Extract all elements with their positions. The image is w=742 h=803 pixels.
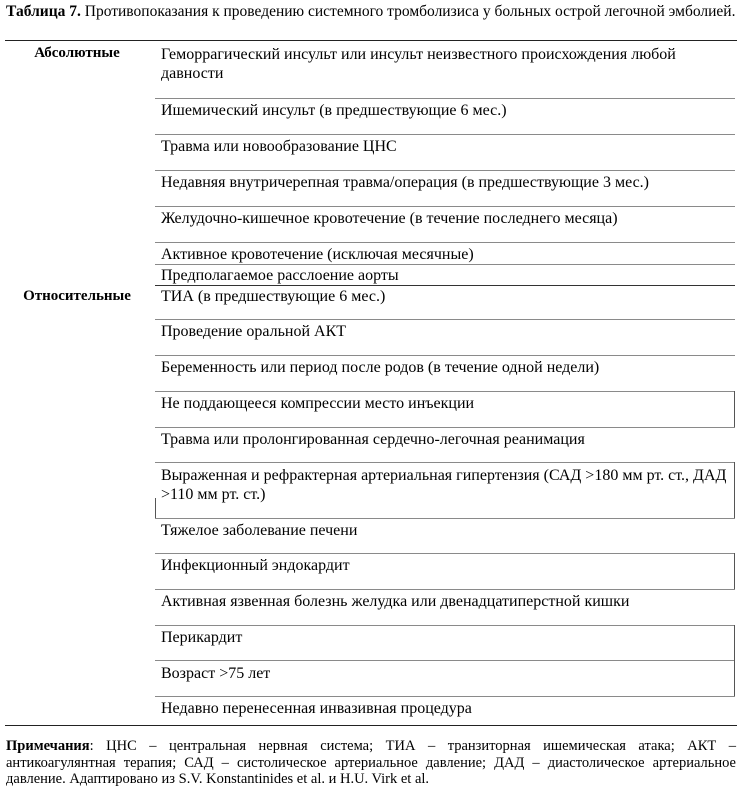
group-label-absolute: Абсолютные [34, 45, 120, 61]
table-caption-text: Противопоказания к проведению системного тромболизиса у больных острой легочной эмболией. [80, 3, 736, 20]
relative-item-9: Активная язвенная болезнь желудка или двенадцатиперстной кишки [161, 593, 630, 610]
table-row [155, 554, 736, 575]
right-border-fragment [734, 462, 735, 518]
row-divider [155, 660, 735, 661]
table-row [155, 392, 736, 413]
absolute-item-7: Предполагаемое расслоение аорты [161, 267, 399, 284]
notes-label: Примечания [6, 738, 90, 754]
table-row [155, 243, 736, 264]
relative-item-1: ТИА (в предшествующие 6 мес.) [161, 288, 386, 305]
table-row [155, 697, 736, 718]
table-row [155, 264, 736, 285]
group-label-relative: Относительные [23, 288, 131, 304]
absolute-item-5: Желудочно-кишечное кровотечение (в течение последнего месяца) [161, 210, 618, 227]
table-row [155, 519, 736, 540]
table-bottom-rule [5, 725, 737, 726]
right-border-fragment [734, 391, 735, 427]
row-divider [155, 462, 735, 463]
relative-item-12: Недавно перенесенная инвазивная процедура [161, 700, 472, 717]
notes-text: : ЦНС – центральная нервная система; ТИА – транзиторная ишемическая атака; АКТ – антикоагулянтная терапия; САД – систолическое артериальное давление; ДАД – диастолическое артериальное давление. Адаптировано из S.V. Konstantinides et al. и H.U. Virk et al. [6, 738, 736, 787]
table-row [155, 662, 736, 683]
relative-item-7: Тяжелое заболевание печени [161, 522, 358, 539]
table-caption [6, 4, 736, 20]
table-row [155, 428, 736, 449]
relative-item-4: Не поддающееся компрессии место инъекции [161, 395, 475, 412]
table-row [155, 135, 736, 156]
relative-item-8: Инфекционный эндокардит [161, 557, 350, 574]
table-row [155, 43, 736, 83]
absolute-item-2: Ишемический инсульт (в предшествующие 6 мес.) [161, 102, 507, 119]
table-row [155, 99, 736, 120]
table-row [155, 464, 736, 504]
table-top-rule [5, 40, 737, 41]
absolute-item-6: Активное кровотечение (исключая месячные) [161, 246, 474, 263]
relative-item-11: Возраст >75 лет [161, 665, 271, 682]
table-row [155, 171, 736, 192]
relative-item-6: Выраженная и рефрактерная артериальная гипертензия (САД >180 мм рт. ст., ДАД >110 мм рт. ст.) [161, 467, 727, 503]
table-row [155, 356, 736, 377]
table-notes [6, 738, 736, 788]
absolute-item-4: Недавняя внутричерепная травма/операция (в предшествующие 3 мес.) [161, 174, 649, 191]
table-row [155, 207, 736, 228]
right-border-fragment [734, 553, 735, 589]
table-row [155, 626, 736, 647]
absolute-item-1: Геморрагический инсульт или инсульт неизвестного происхождения любой давности [161, 46, 676, 82]
table-row [155, 590, 736, 611]
left-border-fragment [155, 498, 156, 518]
right-border-fragment [734, 660, 735, 696]
right-border-fragment [734, 625, 735, 660]
table-row [155, 285, 736, 306]
relative-item-5: Травма или пролонгированная сердечно-легочная реанимация [161, 431, 585, 448]
relative-item-10: Перикардит [161, 629, 243, 646]
relative-item-2: Проведение оральной АКТ [161, 323, 347, 340]
table-row [155, 320, 736, 341]
relative-item-3: Беременность или период после родов (в течение одной недели) [161, 359, 600, 376]
table-caption-label: Таблица 7. [6, 3, 81, 20]
absolute-item-3: Травма или новообразование ЦНС [161, 138, 397, 155]
